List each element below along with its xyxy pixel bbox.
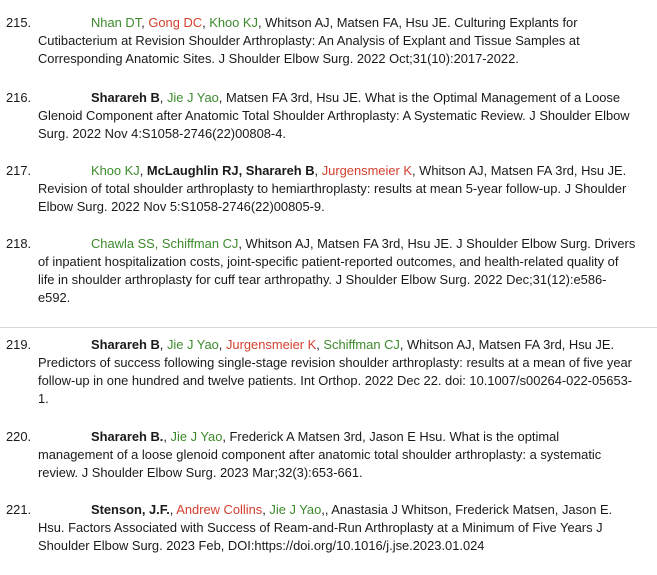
author-green: Chawla SS, Schiffman CJ — [91, 236, 239, 251]
author-red: Gong DC — [148, 15, 203, 30]
author-green: Jie J Yao — [170, 429, 223, 444]
reference-text — [38, 336, 636, 408]
author-green: Nhan DT — [91, 15, 142, 30]
reference-number: 220. — [6, 429, 32, 444]
separator: , — [316, 337, 324, 352]
author-green: Jie J Yao — [166, 90, 219, 105]
reference-number: 217. — [6, 163, 32, 178]
reference-text — [38, 89, 636, 143]
citation-text: , Frederick A Matsen 3rd, Jason E Hsu. What is the optimal management of a loose glenoid component after anatomic total shoulder arthroplasty: a systematic review. J Shoulder Elbow Surg. 2023 Mar;32(3):653-661. — [38, 429, 602, 480]
separator: , — [159, 90, 167, 105]
reference-text — [38, 235, 636, 307]
citation-text: , Matsen FA 3rd, Hsu JE. What is the Optimal Management of a Loose Glenoid Component after Anatomic Total Shoulder Arthroplasty: A Systematic Review. J Shoulder Elbow Surg. 2022 Nov 4:S1058-2746(22)00808-4. — [38, 90, 630, 141]
author-red: Jurgensmeier K — [225, 337, 317, 352]
author-bold: Sharareh B. — [91, 429, 164, 444]
separator: , — [169, 502, 177, 517]
author-red: Jurgensmeier K — [321, 163, 412, 178]
separator: , — [218, 337, 226, 352]
author-green: Jie J Yao — [166, 337, 219, 352]
citation-text: , Whitson AJ, Matsen FA 3rd, Hsu JE. Predictors of success following single-stage revision shoulder arthroplasty: results at a mean of five year follow-up in one hundred and twelve patients. Int Orthop. 2022 Dec 22. doi: 10.1007/s00264-022-05653-1. — [38, 337, 633, 406]
separator: , — [159, 337, 167, 352]
page-break-divider — [0, 327, 657, 328]
reference-text — [38, 428, 636, 482]
reference-text — [38, 14, 636, 68]
author-green: Khoo KJ — [209, 15, 258, 30]
separator: , — [314, 163, 322, 178]
separator: , — [163, 429, 171, 444]
reference-number: 221. — [6, 502, 32, 517]
author-red: Andrew Collins — [176, 502, 263, 517]
citation-text: ,, Anastasia J Whitson, Frederick Matsen, Jason E. Hsu. Factors Associated with Success of Ream-and-Run Arthroplasty at a Minimum of Five Years J Shoulder Elbow Surg. 2023 Feb, DOI:https://doi.org/10.1016/j.jse.2023.01.024 — [38, 502, 613, 553]
reference-number: 215. — [6, 15, 32, 30]
citation-text: , Whitson AJ, Matsen FA 3rd, Hsu JE. J Shoulder Elbow Surg. Drivers of inpatient hospitalization costs, joint-specific patient-reported outcomes, and health-related quality of life in shoulder arthroplasty for cuff tear arthropathy. J Shoulder Elbow Surg. 2022 Dec;31(12):e586-e592. — [38, 236, 636, 305]
author-green: Schiffman CJ — [323, 337, 400, 352]
separator: , — [141, 15, 149, 30]
reference-number: 216. — [6, 90, 32, 105]
citation-text: , Whitson AJ, Matsen FA, Hsu JE. Culturing Explants for Cutibacterium at Revision Shoulder Arthroplasty: An Analysis of Explant and Tissue Samples at Corresponding Anatomic Sites. J Shoulder Elbow Surg. 2022 Oct;31(10):2017-2022. — [38, 15, 580, 66]
reference-text — [38, 162, 636, 216]
author-bold: Sharareh B — [91, 337, 160, 352]
author-bold: Sharareh B — [91, 90, 160, 105]
author-bold: Stenson, J.F. — [91, 502, 170, 517]
author-green: Jie J Yao — [269, 502, 322, 517]
separator: , — [262, 502, 270, 517]
separator: , — [202, 15, 210, 30]
reference-text — [38, 501, 636, 555]
author-bold: McLaughlin RJ, Sharareh B — [146, 163, 315, 178]
reference-number: 219. — [6, 337, 32, 352]
author-green: Khoo KJ — [91, 163, 140, 178]
reference-number: 218. — [6, 236, 32, 251]
separator: , — [139, 163, 147, 178]
citation-text: , Whitson AJ, Matsen FA 3rd, Hsu JE. Revision of total shoulder arthroplasty to hemiarthroplasty: results at mean 5-year follow-up. J Shoulder Elbow Surg. 2022 Nov 5:S1058-2746(22)00805-9. — [38, 163, 627, 214]
